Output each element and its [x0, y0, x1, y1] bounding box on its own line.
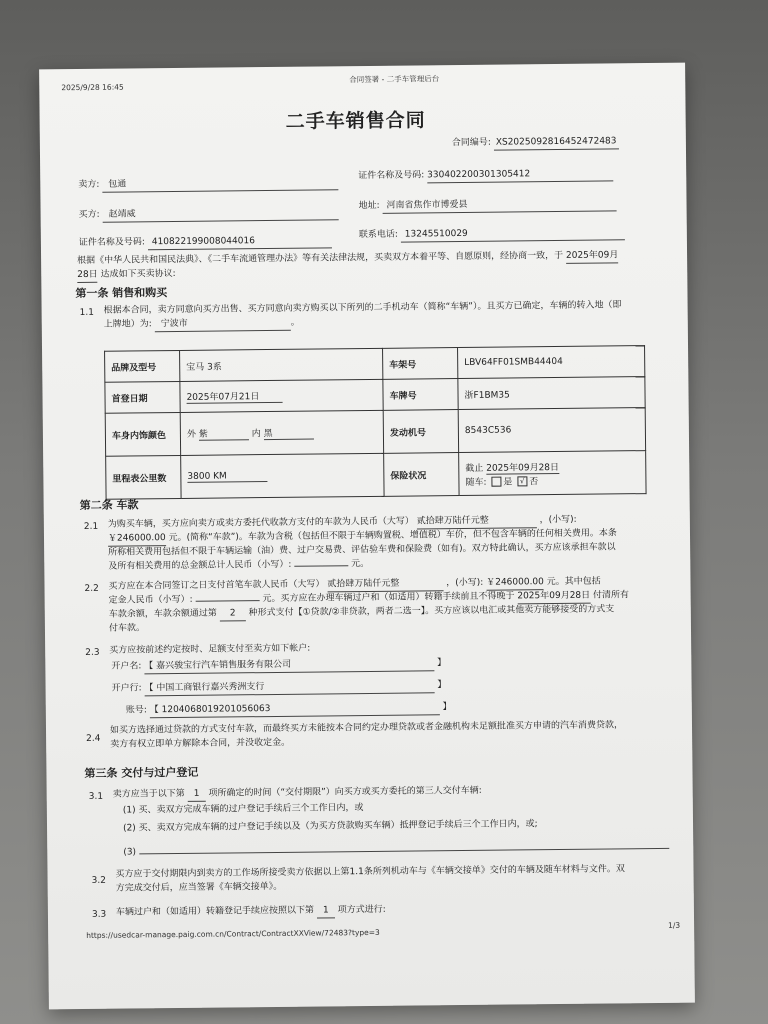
contract-number: [452, 135, 619, 151]
article-1-1-text-2-label: 上牌地）为:: [103, 319, 152, 330]
address-value: 河南省焦作市博爱县: [382, 197, 616, 213]
account-number-label: 账号:: [125, 705, 147, 716]
seller-value: 包通: [102, 176, 338, 192]
article-2-4-line-2: 卖方有权立即单方解除本合同，并没收定金。: [110, 737, 291, 750]
p22-text-c: 元。其中包括: [546, 576, 601, 588]
interior-color: 黑: [263, 426, 313, 441]
buyer-value: 赵靖威: [102, 206, 338, 222]
article-2-4-line-1: 如买方选择通过贷款的方式支付车款，而最终买方未能按本合同约定办理贷款或者金融机构未足额批准买方申请的汽车消费贷款，: [109, 720, 624, 736]
article-3-1-number: 3.1: [88, 791, 104, 802]
document-title: 二手车销售合同: [285, 109, 426, 133]
table-row: [106, 451, 646, 500]
article-1-1-text: 根据本合同，卖方同意向买方出售、买方同意向卖方购买以下所列的二手机动车（简称“车辆”）。且买方已确定，车辆的转入地（即: [103, 300, 622, 316]
p31-text-a: 卖方应当于以下第: [112, 788, 185, 800]
p21-total-blank: [294, 565, 348, 567]
article-2-4-number: 2.4: [86, 733, 101, 744]
p33-text-a: 车辆过户和（如适用）转籍登记手续应按照以下第: [115, 905, 314, 918]
no-label: 否: [529, 476, 539, 487]
insurance-label: 保险状况: [384, 453, 459, 497]
p31-option-3: [123, 841, 669, 860]
p33-option: 1: [317, 904, 335, 918]
exterior-label: 外: [186, 429, 196, 440]
article-2-3-text: 买方应按前述约定按时、足额支付至卖方如下帐户:: [109, 643, 311, 656]
address-label: 地址:: [358, 200, 380, 212]
account-name-label: 开户名:: [111, 661, 142, 672]
registration-date-label: 首登日期: [105, 381, 180, 413]
mileage-value: 3800 KM: [187, 471, 267, 483]
article-2-2-number: 2.2: [84, 583, 99, 594]
article-3-2-line-1: 买方应于交付期限内到卖方的工作场所接受卖方依据以上第1.1条所列机动车与《车辆交接单》交付的车辆及随车材料与文件。双: [115, 864, 625, 880]
color-label: 车身内饰颜色: [105, 412, 180, 456]
plate-value: 浙F1BM35: [458, 377, 645, 410]
footer-url: https://usedcar-manage.paig.com.cn/Contract/ContractXXView/72483?type=3: [86, 927, 380, 940]
brand-label: 品牌及型号: [105, 350, 180, 382]
p31-option-2: (2) 买、卖双方完成车辆的过户登记手续以及（为买方贷款购买车辆）抵押登记手续后三个工作日内，或;: [122, 819, 538, 834]
address-row: [358, 197, 616, 214]
contract-number-value: XS2025092816452472483: [494, 135, 619, 150]
account-name-value: 嘉兴骏宝行汽车销售服务有限公司: [156, 659, 292, 672]
bank-label: 开户行:: [111, 683, 142, 694]
registration-date-value: 2025年07月21日: [186, 389, 282, 404]
mileage-label: 里程表公里数: [106, 455, 181, 499]
article-2-2-line-4: 付车款。: [108, 623, 146, 634]
bank-row: 开户行: 【 中国工商银行嘉兴秀洲支行 】: [112, 679, 447, 697]
print-page-title: 合同签署 - 二手车管理后台: [349, 74, 440, 85]
phone-label: 联系电话:: [358, 229, 398, 241]
p22-payment-way: 2: [220, 607, 246, 621]
buyer-id-value: 410822199008044016: [148, 234, 332, 250]
seller-label: 卖方:: [78, 179, 100, 191]
p22-amount: ￥246000.00: [486, 576, 544, 591]
intro-text: 根据《中华人民共和国民法典》、《二手车流通管理办法》等有关法律法规，买卖双方本着平等、自愿原则，经协商一致，于: [77, 250, 564, 267]
engine-value: 8543C536: [458, 408, 645, 453]
contract-number-label: 合同编号:: [451, 137, 491, 149]
article-1-1-text-2: 上牌地）为: 宁波市 。: [104, 317, 300, 333]
p22-text-h: 种形式支付【①贷款/②非贷款，两者二选一】。买方应该以电汇或其他卖方能够接受的方式支: [248, 604, 615, 619]
article-3-1-text: [113, 785, 482, 803]
p22-text-f: 付清所有: [592, 590, 630, 601]
color-cell: [180, 410, 383, 455]
article-2-title: 第二条 车款: [79, 498, 139, 513]
p21-text-a: 为购买车辆，买方应向卖方或卖方委托代收款方支付的车款为人民币（大写）: [107, 516, 414, 530]
exterior-color: 紫: [199, 426, 249, 441]
article-2-1-line-4: [108, 558, 369, 574]
p31-option-3-label: (3): [123, 847, 137, 858]
p21-amount: ￥246000.00: [108, 532, 166, 547]
seller-row: [78, 176, 338, 193]
buyer-label: 买方:: [78, 209, 100, 221]
insurance-until-value: 2025年09月28日: [486, 459, 559, 474]
p21-text-d: 元。(简称“车款”)。车款为含税（包括但不限于车辆购置税、增值税）车价，但不包含车辆的任何相关费用。本条: [168, 528, 617, 544]
intro-text-2: 达成如下买卖协议:: [100, 268, 176, 280]
p33-text-b: 项方式进行:: [337, 904, 386, 916]
deposit-blank: [196, 600, 260, 602]
checkbox-yes: [491, 477, 501, 487]
p22-text-g: 车款余额，车款余额通过第: [108, 608, 217, 620]
p22-text-b: ，(小写):: [446, 577, 484, 589]
article-3-2-line-2: 方完成交付后，应当签署《车辆交接单》。: [115, 881, 283, 894]
table-row: [105, 408, 645, 457]
article-1-1-number: 1.1: [79, 307, 95, 318]
article-2-1-line-3: 所称相关费用包括但不限于车辆运输（油）费、过户交易费、评估验车费和保险费（如有)。双方特此确认，买方应该承担车款以: [108, 542, 616, 558]
article-1-title: 第一条 销售和购买: [75, 286, 168, 301]
seller-id-label: 证件名称及号码:: [358, 170, 425, 182]
article-2-1-number: 2.1: [83, 521, 99, 532]
vin-label: 车架号: [383, 348, 458, 380]
footer-page-number: 1/3: [668, 920, 681, 930]
intro-date: 2025年09月: [566, 249, 619, 264]
intro-date-day: 28日: [77, 269, 98, 283]
checkbox-no: √: [517, 476, 527, 486]
p21-text-g: 元。: [351, 558, 370, 570]
registration-date-cell: [180, 379, 383, 412]
p31-option: 1: [188, 788, 206, 802]
p22-amount-cn: 贰拾肆万陆仟元整: [327, 577, 443, 592]
seller-id-value: 330402200301305412: [427, 167, 613, 183]
p21-text-b: ，(小写):: [539, 514, 577, 526]
article-3-3-number: 3.3: [91, 909, 107, 920]
with-car-label: 随车:: [465, 477, 487, 488]
engine-label: 发动机号: [383, 410, 458, 454]
destination-city: 宁波市: [155, 317, 291, 332]
print-datetime: 2025/9/28 16:45: [61, 82, 124, 93]
p31-option-1: (1) 买、卖双方完成车辆的过户登记手续后三个工作日内，或: [122, 803, 364, 816]
p31-option-3-blank: [139, 848, 669, 855]
intro-line-1: [77, 249, 618, 269]
p21-text-f: 及所有相关费用的总金额总计人民币（小写）:: [108, 559, 292, 572]
vehicle-info-table: [104, 345, 647, 500]
p21-amount-cn: 贰拾肆万陆仟元整: [417, 514, 537, 529]
yes-label: 是: [503, 476, 513, 488]
buyer-id-label: 证件名称及号码:: [78, 237, 146, 249]
insurance-cell: [459, 451, 646, 496]
p22-text-e: 元。买方应在办理车辆过户和（如适用）转籍手续前且不得晚于: [262, 591, 515, 605]
intro-line-2: [77, 268, 176, 283]
account-number-value: 1204068019201056063: [161, 704, 271, 716]
buyer-row: [79, 206, 339, 223]
bank-value: 中国工商银行嘉兴秀洲支行: [156, 682, 265, 694]
account-name-row: 开户名: 【 嘉兴骏宝行汽车销售服务有限公司 】: [111, 657, 446, 675]
article-3-3-text: [116, 904, 386, 921]
phone-row: [359, 226, 625, 243]
account-number-row: 账号: 【 1204068019201056063 】: [126, 701, 452, 718]
vin-value: LBV64FF01SMB44404: [458, 346, 645, 379]
mileage-cell: [181, 453, 384, 498]
insurance-until-label: 截止: [465, 463, 484, 474]
seller-id-row: [358, 167, 613, 184]
article-3-2-number: 3.2: [91, 875, 106, 886]
p22-text-d: 定金人民币（小写）:: [108, 594, 193, 606]
article-3-title: 第三条 交付与过户登记: [84, 765, 199, 780]
plate-label: 车牌号: [383, 379, 458, 411]
buyer-id-row: [79, 234, 332, 251]
p22-date: 2025年09月28日: [517, 590, 590, 605]
phone-value: 13245510029: [401, 226, 625, 242]
p31-text-b: 项所确定的时间（“交付期限”）向买方或买方委托的第三人交付车辆:: [208, 785, 482, 799]
p22-text-a: 买方应在本合同签订之日支付首笔车款人民币（大写）: [108, 579, 325, 592]
interior-label: 内: [251, 429, 261, 440]
article-2-3-number: 2.3: [85, 647, 100, 658]
brand-value: 宝马 3系: [180, 348, 383, 381]
contract-page: [39, 63, 695, 1010]
